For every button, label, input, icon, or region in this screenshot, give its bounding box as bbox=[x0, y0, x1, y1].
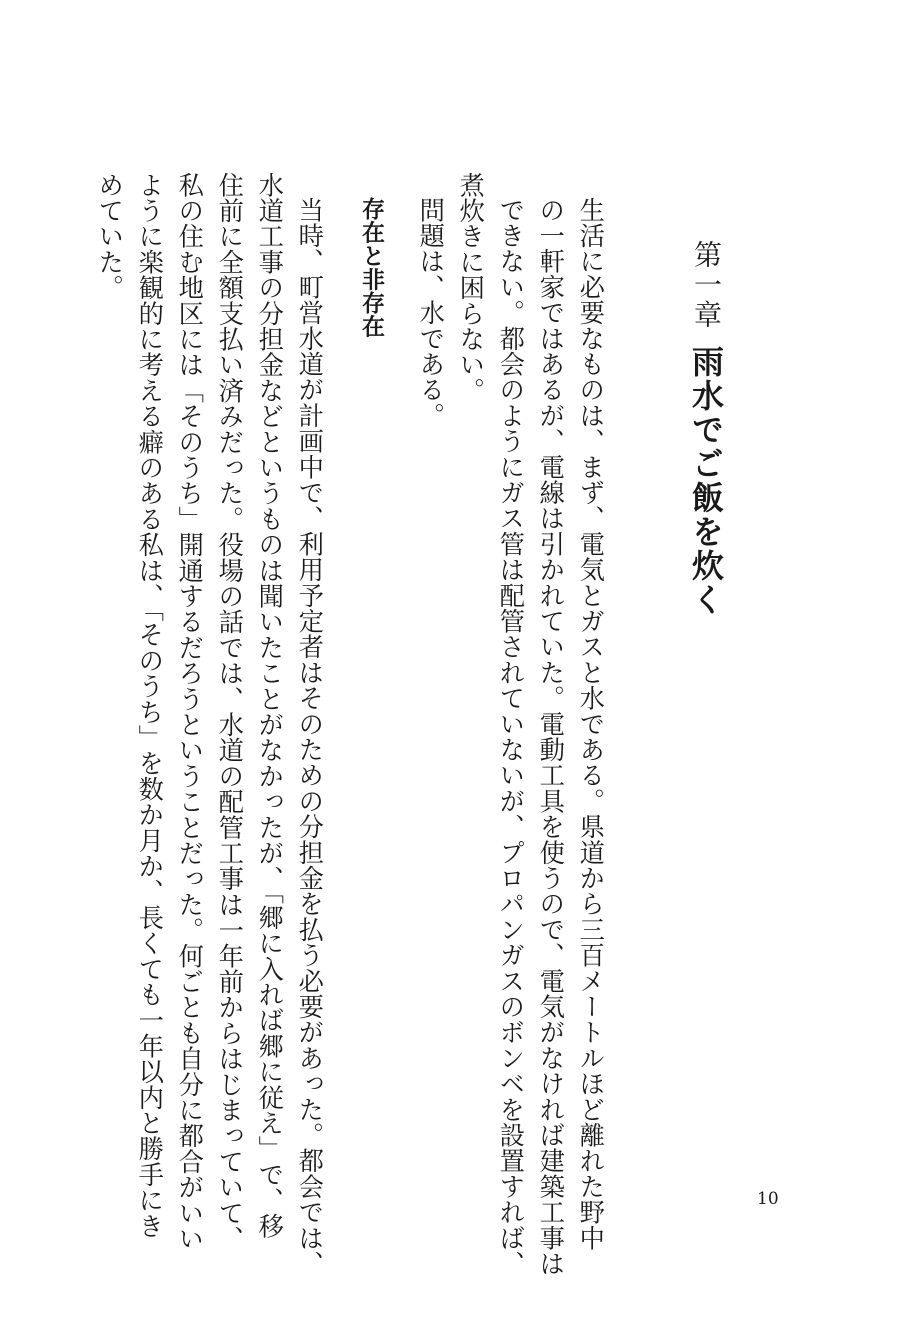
section-column-1: 当時、町営水道が計画中で、利用予定者はそのための分担金を払う必要があった。都会では、 bbox=[295, 197, 325, 1277]
section-column-5: ように楽観的に考える癖のある私は、「そのうち」を数か月か、長くても一年以内と勝手にき bbox=[135, 172, 165, 1239]
page-number: 10 bbox=[757, 1189, 779, 1209]
section-column-3: 住前に全額支払い済みだった。役場の話では、水道の配管工事は一年前からはじまっていて、 bbox=[215, 172, 245, 1252]
section-heading: 存在と非存在 bbox=[358, 197, 385, 338]
body-column-3: できない。都会のようにガス管は配管されていないが、プロパンガスのボンベを設置すれば、 bbox=[496, 197, 526, 1277]
section-column-4: 私の住む地区には「そのうち」開通するだろうということだった。何ごとも自分に都合がいい bbox=[175, 172, 205, 1252]
body-column-2: の一軒家ではあるが、電線は引かれていた。電動工具を使うので、電気がなければ建築工事は bbox=[536, 197, 566, 1277]
body-column-1: 生活に必要なものは、まず、電気とガスと水である。県道から三百メートルほど離れた野中 bbox=[576, 197, 606, 1251]
body-column-5: 問題は、水である。 bbox=[416, 197, 446, 429]
body-column-4: 煮炊きに困らない。 bbox=[456, 172, 486, 404]
section-column-2: 水道工事の分担金などというものは聞いたことがなかったが、「郷に入れば郷に従え」で、移 bbox=[255, 172, 285, 1239]
chapter-number: 第一章 bbox=[690, 240, 723, 330]
section-column-6: めていた。 bbox=[95, 172, 125, 301]
chapter-title: 雨水でご飯を炊く bbox=[687, 345, 725, 617]
